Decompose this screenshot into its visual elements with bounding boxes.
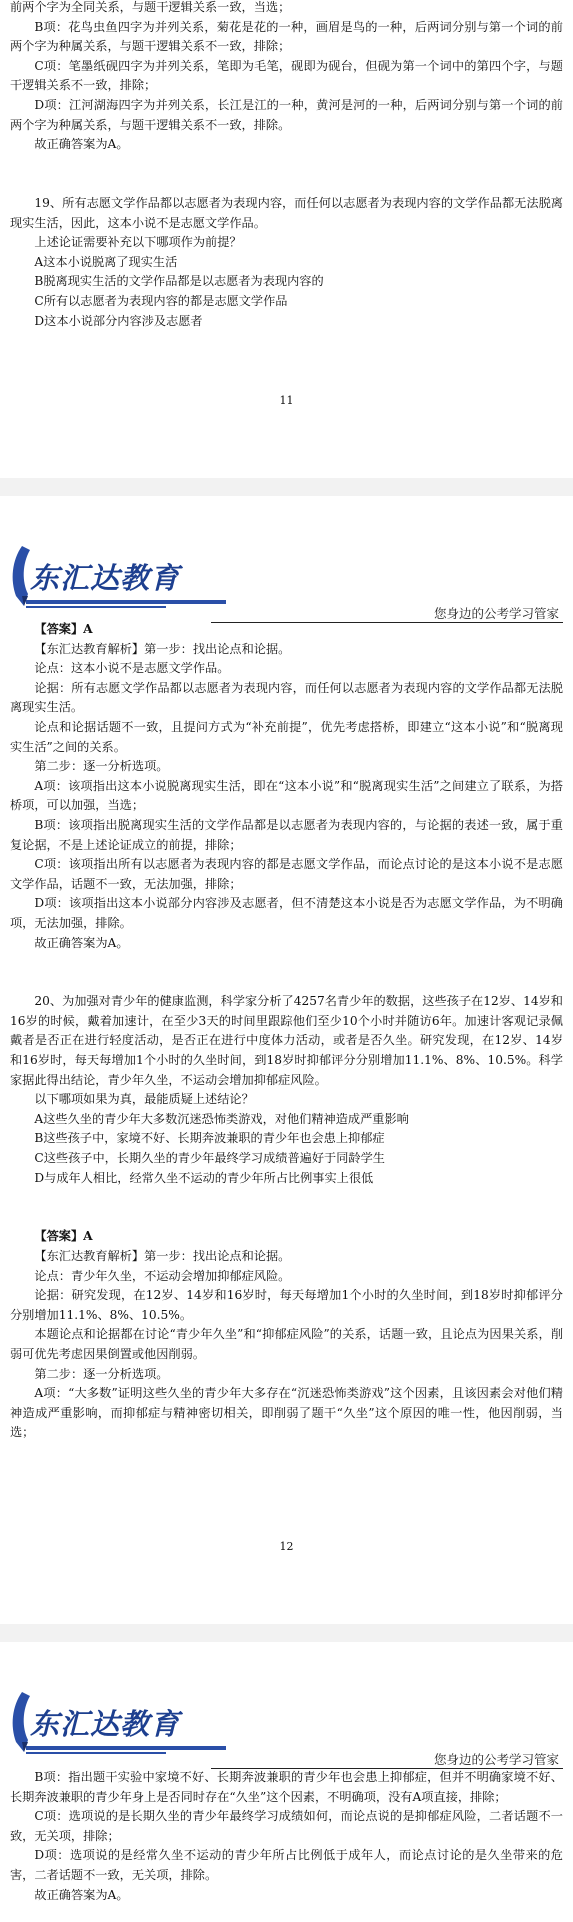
paragraph: 论点和论据话题不一致，且提问方式为“补充前提”，优先考虑搭桥，即建立“这本小说”和“脱离现实生活”之间的关系。 bbox=[10, 719, 563, 754]
option-d: D与成年人相比，经常久坐不运动的青少年所占比例事实上很低 bbox=[34, 1170, 374, 1185]
document-page-11 bbox=[0, 0, 573, 478]
option-a: A这本小说脱离了现实生活 bbox=[34, 254, 178, 269]
paragraph: D项：江河湖海四字为并列关系，长江是江的一种，黄河是河的一种，后两词分别与第一个词的前两个字为种属关系，与题干逻辑关系不一致，排除。 bbox=[10, 97, 563, 132]
paragraph: 故正确答案为A。 bbox=[34, 137, 129, 152]
page-number: 11 bbox=[279, 394, 294, 407]
option-b: B脱离现实生活的文学作品都是以志愿者为表现内容的 bbox=[34, 274, 324, 289]
paragraph: A项：该项指出这本小说脱离现实生活，即在“这本小说”和“脱离现实生活”之间建立了联系，为搭桥项，可以加强，当选； bbox=[10, 778, 563, 813]
page-body bbox=[10, 1768, 563, 1905]
paragraph: C项：选项说的是长期久坐的青少年最终学习成绩如何，而论点说的是抑郁症风险，二者话题不一致，无关项，排除； bbox=[10, 1809, 563, 1843]
brand-name: 东汇达教育 bbox=[30, 561, 181, 595]
question-prompt: 上述论证需要补充以下哪项作为前提？ bbox=[34, 235, 242, 250]
paragraph: C项：该项指出所有以志愿者为表现内容的都是志愿文学作品，而论点讨论的是这本小说不是志愿文学作品，话题不一致，无法加强，排除； bbox=[10, 857, 563, 891]
analysis-heading: 【东汇达教育解析】第一步：找出论点和论据。 bbox=[34, 1249, 291, 1263]
tagline: 您身边的公考学习管家 bbox=[433, 1752, 559, 1767]
question-prompt: 以下哪项如果为真，最能质疑上述结论？ bbox=[34, 1092, 254, 1107]
option-b: B这些孩子中，家境不好、长期奔波兼职的青少年也会患上抑郁症 bbox=[34, 1131, 385, 1146]
option-c: C这些孩子中，长期久坐的青少年最终学习成绩普遍好于同龄学生 bbox=[34, 1151, 385, 1166]
paragraph: 论据：研究发现，在12岁、14岁和16岁时，每天每增加1个小时的久坐时间，到18岁时抑郁评分分别增加11.1%、8%、10.5%。 bbox=[10, 1288, 563, 1322]
paragraph: B项：该项指出脱离现实生活的文学作品都是以志愿者为表现内容的，与论据的表述一致，属于重复论据，不是上述论证成立的前提，排除； bbox=[10, 817, 563, 852]
analysis-heading: 【东汇达教育解析】第一步：找出论点和论据。 bbox=[34, 641, 291, 656]
page-body bbox=[10, 0, 563, 331]
paragraph: 本题论点和论据都在讨论“青少年久坐”和“抑郁症风险”的关系，话题一致，且论点为因果关系，削弱可优先考虑因果倒置或他因削弱。 bbox=[10, 1327, 563, 1361]
paragraph: 第二步：逐一分析选项。 bbox=[34, 759, 169, 774]
paragraph: D项：选项说的是经常久坐不运动的青少年所占比例低于成年人，而论点讨论的是久坐带来的危害，二者话题不一致，无关项，排除。 bbox=[10, 1848, 563, 1882]
page-header bbox=[0, 496, 573, 626]
brand-name: 东汇达教育 bbox=[30, 1707, 181, 1741]
document-page-12 bbox=[0, 496, 573, 1624]
paragraph: B项：指出题干实验中家境不好、长期奔波兼职的青少年也会患上抑郁症，但并不明确家境不好、长期奔波兼职的青少年身上是否同时存在“久坐”这个因素，不明确项，没有A项直接，排除； bbox=[10, 1770, 563, 1804]
paragraph: 故正确答案为A。 bbox=[34, 935, 129, 950]
answer-label: 【答案】A bbox=[34, 1229, 93, 1244]
page-body bbox=[10, 620, 563, 1443]
paragraph: 故正确答案为A。 bbox=[34, 1887, 129, 1902]
question-stem: 20、为加强对青少年的健康监测，科学家分析了4257名青少年的数据，这些孩子在12岁、14岁和16岁的时候，戴着加速计，在至少3天的时间里跟踪他们至少10个小时并随访6年。加速计客观记录佩戴者是否正在进行轻度活动，是否正在进行中度体力活动，或者是否久坐。研究发现，在12岁、14岁和16岁时，每天每增加1个小时的久坐时间，到18岁时抑郁评分分别增加11.1%、8%、10.5%。科学家据此得出结论，青少年久坐，不运动会增加抑郁症风险。 bbox=[10, 994, 563, 1087]
answer-label: 【答案】A bbox=[34, 622, 93, 636]
paragraph: 论点：青少年久坐，不运动会增加抑郁症风险。 bbox=[34, 1268, 291, 1283]
page-number: 12 bbox=[279, 1540, 294, 1553]
paragraph: B项：花鸟虫鱼四字为并列关系，菊花是花的一种，画眉是鸟的一种，后两词分别与第一个词的前两个字为种属关系，与题干逻辑关系不一致，排除； bbox=[10, 19, 563, 54]
document-page-13 bbox=[0, 1642, 573, 1922]
paragraph: 前两个字为全同关系，与题干逻辑关系一致，当选； bbox=[10, 0, 291, 14]
paragraph: 第二步：逐一分析选项。 bbox=[34, 1366, 169, 1381]
option-c: C所有以志愿者为表现内容的都是志愿文学作品 bbox=[34, 293, 288, 308]
option-a: A这些久坐的青少年大多数沉迷恐怖类游戏，对他们精神造成严重影响 bbox=[34, 1111, 409, 1126]
page-header bbox=[0, 1642, 573, 1772]
tagline: 您身边的公考学习管家 bbox=[433, 606, 559, 621]
paragraph: 论点：这本小说不是志愿文学作品。 bbox=[34, 661, 230, 676]
paragraph: A项：“大多数”证明这些久坐的青少年大多存在“沉迷恐怖类游戏”这个因素，且该因素会对他们精神造成严重影响，而抑郁症与精神密切相关，即削弱了题干“久坐”这个原因的唯一性，他因削弱，当选； bbox=[10, 1386, 563, 1440]
paragraph: C项：笔墨纸砚四字为并列关系，笔即为毛笔，砚即为砚台，但砚为第一个词中的第四个字，与题干逻辑关系不一致，排除； bbox=[10, 58, 563, 93]
paragraph: 论据：所有志愿文学作品都以志愿者为表现内容，而任何以志愿者为表现内容的文学作品都无法脱离现实生活。 bbox=[10, 680, 563, 715]
paragraph: D项：该项指出这本小说部分内容涉及志愿者，但不清楚这本小说是否为志愿文学作品，为不明确项，无法加强，排除。 bbox=[10, 896, 563, 930]
option-d: D这本小说部分内容涉及志愿者 bbox=[34, 313, 203, 328]
question-stem: 19、所有志愿文学作品都以志愿者为表现内容，而任何以志愿者为表现内容的文学作品都无法脱离现实生活，因此，这本小说不是志愿文学作品。 bbox=[10, 195, 563, 230]
